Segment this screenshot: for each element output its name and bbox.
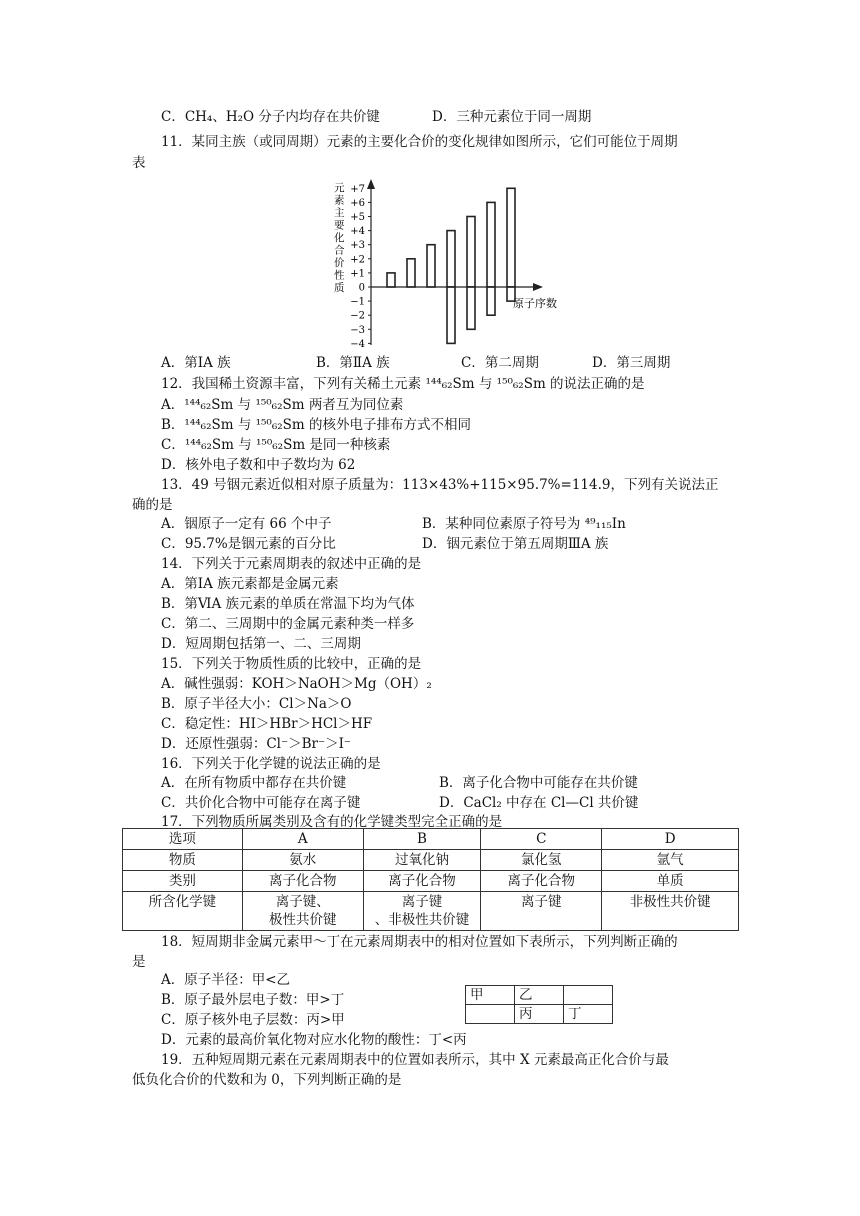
y-axis-label-char: 性 bbox=[334, 269, 345, 282]
q18-position-table bbox=[465, 985, 613, 1024]
negative-valence-bar bbox=[447, 287, 455, 343]
y-tick-label: +1 bbox=[350, 268, 365, 280]
y-tick-label: +5 bbox=[350, 212, 365, 223]
positive-valence-bar bbox=[447, 231, 455, 287]
y-axis-label-char: 合 bbox=[334, 244, 345, 257]
y-axis-label-char: 要 bbox=[334, 219, 345, 232]
table-row bbox=[123, 829, 739, 850]
q14-option-a: A．第ⅠA 族元素都是金属元素 bbox=[161, 576, 339, 592]
y-tick-label: +6 bbox=[350, 197, 365, 209]
q12-option-c: C．¹⁴⁴₆₂Sm 与 ¹⁵⁰₆₂Sm 是同一种核素 bbox=[161, 437, 391, 453]
q18-stem-line2: 是 bbox=[132, 954, 146, 970]
q16-option-c: C．共价化合物中可能存在离子键 bbox=[161, 795, 361, 811]
q18-stem-line1: 18．短周期非金属元素甲～丁在元素周期表中的相对位置如下表所示，下列判断正确的 bbox=[161, 934, 678, 950]
y-tick-label: +2 bbox=[350, 254, 365, 266]
q13-stem-line1: 13．49 号铟元素近似相对原子质量为：113×43%+115×95.7%=114.9，下列有关说法正 bbox=[161, 477, 719, 493]
negative-valence-bar bbox=[467, 287, 475, 329]
y-tick-label: −3 bbox=[350, 324, 365, 336]
table-header-cell: A bbox=[242, 829, 363, 850]
table-cell: 氨水 bbox=[242, 850, 363, 871]
q17-stem: 17．下列物质所属类别及含有的化学键类型完全正确的是 bbox=[161, 814, 503, 830]
y-tick-label: −1 bbox=[350, 296, 365, 308]
q12-option-d: D．核外电子数和中子数均为 62 bbox=[161, 457, 356, 473]
q17-table bbox=[122, 828, 739, 931]
table-header-cell: B bbox=[363, 829, 481, 850]
y-axis-label-char: 质 bbox=[334, 282, 345, 294]
negative-valence-bar bbox=[487, 287, 495, 315]
y-axis-arrow bbox=[367, 179, 375, 189]
table-row bbox=[123, 871, 739, 892]
y-tick-label: 0 bbox=[358, 282, 365, 294]
table-cell: 物质 bbox=[123, 850, 243, 871]
x-axis-label: 原子序数 bbox=[513, 297, 557, 310]
q15-option-a: A．碱性强弱：KOH＞NaOH＞Mg（OH）₂ bbox=[161, 676, 432, 692]
table-header-cell: 选项 bbox=[123, 829, 243, 850]
element-cell bbox=[466, 1005, 515, 1024]
positive-valence-bar bbox=[487, 202, 495, 287]
q14-option-c: C．第二、三周期中的金属元素种类一样多 bbox=[161, 616, 415, 632]
y-axis-label-char: 素 bbox=[334, 194, 345, 207]
positive-valence-bar bbox=[407, 259, 415, 287]
positive-valence-bar bbox=[387, 273, 395, 287]
element-cell: 丁 bbox=[564, 1005, 613, 1024]
y-axis-label-char: 主 bbox=[334, 207, 345, 219]
table-row bbox=[123, 892, 739, 931]
y-tick-label: +4 bbox=[350, 226, 365, 238]
q10-option-c: C．CH₄、H₂O 分子内均存在共价键 bbox=[161, 109, 380, 125]
table-cell: 离子键、 极性共价键 bbox=[242, 892, 363, 931]
y-tick-label: +3 bbox=[350, 240, 365, 252]
q11-option-c: C．第二周期 bbox=[461, 355, 539, 371]
q18-option-c: C．原子核外电子层数：丙>甲 bbox=[161, 1012, 345, 1028]
q13-option-d: D．铟元素位于第五周期ⅢA 族 bbox=[422, 536, 609, 552]
q19-stem-line2: 低负化合价的代数和为 0，下列判断正确的是 bbox=[132, 1072, 402, 1088]
q11-option-b: B．第ⅡA 族 bbox=[316, 355, 390, 371]
q16-option-d: D．CaCl₂ 中存在 Cl—Cl 共价键 bbox=[439, 795, 639, 811]
q10-option-d: D．三种元素位于同一周期 bbox=[432, 109, 592, 125]
q14-stem: 14．下列关于元素周期表的叙述中正确的是 bbox=[161, 556, 422, 572]
q13-option-a: A．铟原子一定有 66 个中子 bbox=[161, 516, 332, 532]
table-cell: 氯化氢 bbox=[481, 850, 602, 871]
y-axis-label-char: 元 bbox=[334, 182, 345, 194]
y-axis-label-char: 化 bbox=[334, 232, 345, 244]
table-cell: 离子化合物 bbox=[242, 871, 363, 892]
element-cell: 甲 bbox=[466, 986, 515, 1005]
y-axis-label bbox=[334, 182, 345, 294]
q16-stem: 16．下列关于化学键的说法正确的是 bbox=[161, 756, 381, 772]
positive-valence-bar bbox=[467, 217, 475, 288]
table-cell: 单质 bbox=[602, 871, 739, 892]
q16-option-a: A．在所有物质中都存在共价键 bbox=[161, 775, 347, 791]
table-cell: 过氧化钠 bbox=[363, 850, 481, 871]
q15-option-c: C．稳定性：HI＞HBr＞HCl＞HF bbox=[161, 716, 373, 732]
q11-stem-line1: 11．某同主族（或同周期）元素的主要化合价的变化规律如图所示，它们可能位于周期 bbox=[161, 134, 678, 150]
table-cell: 类别 bbox=[123, 871, 243, 892]
q13-stem-line2: 确的是 bbox=[132, 497, 173, 513]
positive-valence-bar bbox=[507, 188, 515, 287]
element-cell bbox=[564, 986, 613, 1005]
q15-option-b: B．原子半径大小：Cl＞Na＞O bbox=[161, 696, 352, 712]
q11-stem-line2: 表 bbox=[132, 155, 146, 171]
positive-valence-bar bbox=[427, 245, 435, 287]
q15-option-d: D．还原性强弱：Cl⁻＞Br⁻＞I⁻ bbox=[161, 736, 352, 752]
table-row bbox=[123, 850, 739, 871]
table-header-cell: D bbox=[602, 829, 739, 850]
q13-option-b: B．某种同位素原子符号为 ⁴⁹₁₁₅In bbox=[422, 516, 626, 532]
q18-option-d: D．元素的最高价氧化物对应水化物的酸性：丁<丙 bbox=[161, 1032, 467, 1048]
q14-option-d: D．短周期包括第一、二、三周期 bbox=[161, 636, 361, 652]
table-header-cell: C bbox=[481, 829, 602, 850]
valence-chart bbox=[325, 175, 565, 350]
q18-option-a: A．原子半径：甲<乙 bbox=[161, 972, 291, 988]
table-row bbox=[466, 986, 613, 1005]
q14-option-b: B．第ⅥA 族元素的单质在常温下均为气体 bbox=[161, 596, 415, 612]
table-cell: 离子键 bbox=[481, 892, 602, 931]
y-tick-label: −2 bbox=[350, 310, 365, 322]
q18-option-b: B．原子最外层电子数：甲>丁 bbox=[161, 992, 345, 1008]
q11-option-d: D．第三周期 bbox=[592, 355, 671, 371]
table-cell: 氩气 bbox=[602, 850, 739, 871]
x-axis-arrow bbox=[533, 283, 543, 291]
table-cell: 非极性共价键 bbox=[602, 892, 739, 931]
table-cell: 离子键 、非极性共价键 bbox=[363, 892, 481, 931]
table-cell: 所含化学键 bbox=[123, 892, 243, 931]
y-tick-label: −4 bbox=[350, 338, 365, 350]
table-cell: 离子化合物 bbox=[363, 871, 481, 892]
q12-option-a: A．¹⁴⁴₆₂Sm 与 ¹⁵⁰₆₂Sm 两者互为同位素 bbox=[161, 397, 404, 413]
q11-option-a: A．第ⅠA 族 bbox=[161, 355, 231, 371]
y-axis-label-char: 价 bbox=[334, 257, 345, 269]
q13-option-c: C．95.7%是铟元素的百分比 bbox=[161, 536, 336, 552]
y-tick-label: +7 bbox=[350, 183, 365, 195]
q15-stem: 15．下列关于物质性质的比较中，正确的是 bbox=[161, 656, 422, 672]
element-cell: 乙 bbox=[515, 986, 564, 1005]
q16-option-b: B．离子化合物中可能存在共价键 bbox=[439, 775, 638, 791]
element-cell: 丙 bbox=[515, 1005, 564, 1024]
q12-option-b: B．¹⁴⁴₆₂Sm 与 ¹⁵⁰₆₂Sm 的核外电子排布方式不相同 bbox=[161, 417, 472, 433]
q19-stem-line1: 19．五种短周期元素在元素周期表中的位置如表所示，其中 X 元素最高正化合价与最 bbox=[161, 1052, 669, 1068]
q12-stem: 12．我国稀土资源丰富，下列有关稀土元素 ¹⁴⁴₆₂Sm 与 ¹⁵⁰₆₂Sm 的说法正确的是 bbox=[161, 376, 645, 392]
table-row bbox=[466, 1005, 613, 1024]
table-cell: 离子化合物 bbox=[481, 871, 602, 892]
